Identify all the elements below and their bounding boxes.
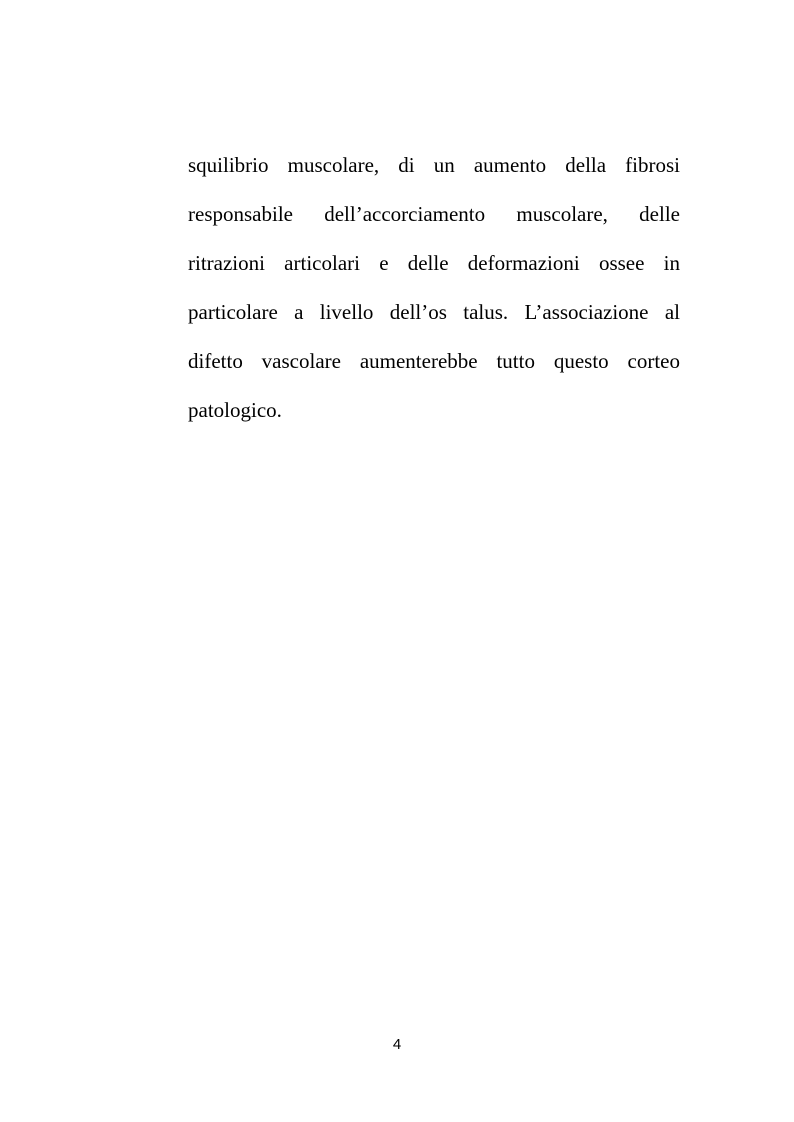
paragraph-line: difetto vascolare aumenterebbe tutto questo corteo <box>188 349 680 373</box>
body-paragraph <box>188 147 680 441</box>
paragraph-line: patologico. <box>188 398 282 422</box>
paragraph-line: ritrazioni articolari e delle deformazioni ossee in <box>188 251 680 275</box>
page-number: 4 <box>392 1036 402 1053</box>
paragraph-line: particolare a livello dell’os talus. L’associazione al <box>188 300 680 324</box>
paragraph-line: squilibrio muscolare, di un aumento della fibrosi <box>188 153 680 177</box>
paragraph-line: responsabile dell’accorciamento muscolare, delle <box>188 202 680 226</box>
